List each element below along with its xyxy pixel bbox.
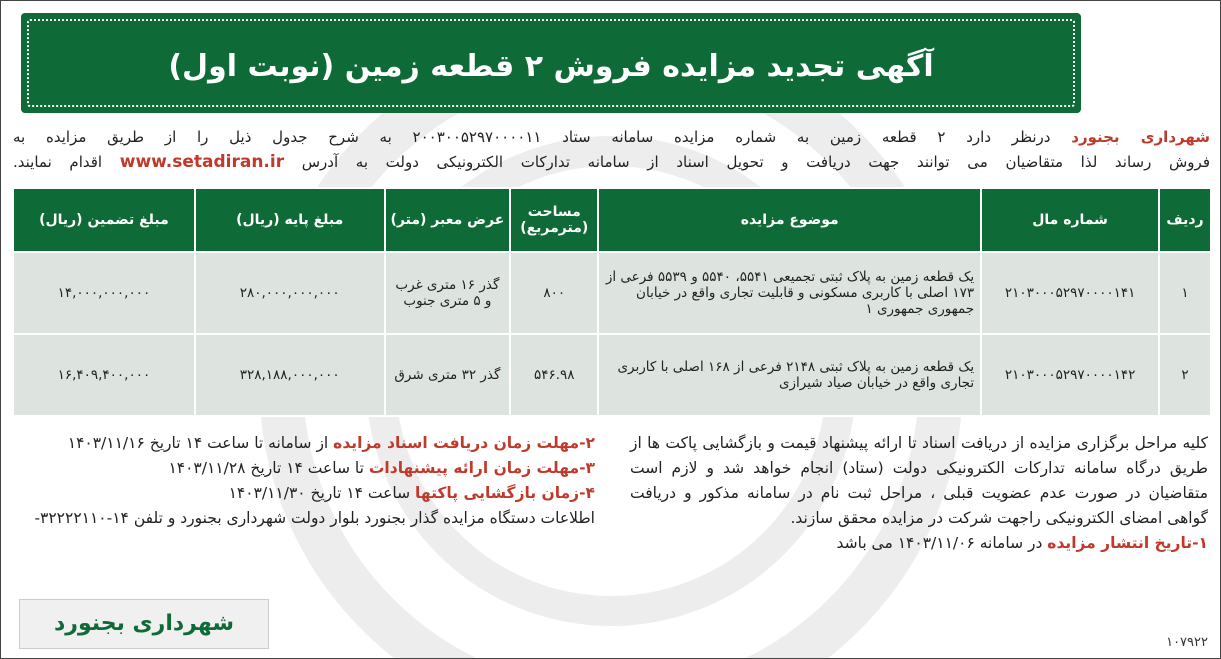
cell-base-price: ۳۲۸,۱۸۸,۰۰۰,۰۰۰	[195, 334, 385, 416]
deadlines-paragraph	[15, 431, 595, 531]
cell-passage-width: گذر ۳۲ متری شرق	[385, 334, 511, 416]
cell-base-price: ۲۸۰,۰۰۰,۰۰۰,۰۰۰	[195, 252, 385, 334]
cell-property-no: ۲۱۰۳۰۰۰۵۲۹۷۰۰۰۰۱۴۲	[981, 334, 1159, 416]
signature-box: شهرداری بجنورد	[19, 599, 269, 649]
cell-area: ۵۴۶.۹۸	[510, 334, 598, 416]
page-title: آگهی تجدید مزایده فروش ۲ قطعه زمین (نوبت اول)	[168, 49, 934, 84]
cell-row-number: ۱	[1159, 252, 1211, 334]
header-row-number: ردیف	[1159, 188, 1211, 252]
ad-number: ۱۰۷۹۲۲	[1166, 635, 1208, 650]
contact-address: اطلاعات دستگاه مزایده گذار بجنورد بلوار دولت شهرداری بجنورد و تلفن ۱۴-۳۲۲۲۲۱۱۰-	[34, 509, 595, 527]
intro-line-2-end: اقدام نمایند.	[13, 153, 120, 171]
header-passage-width: عرض معبر (متر)	[385, 188, 511, 252]
intro-line-2	[13, 150, 1210, 175]
header-bar	[21, 13, 1081, 113]
header-area: مساحت (مترمربع)	[510, 188, 598, 252]
header-base-price: مبلغ پایه (ریال)	[195, 188, 385, 252]
docs-deadline-text: از سامانه تا ساعت ۱۴ تاریخ ۱۴۰۳/۱۱/۱۶	[67, 434, 334, 452]
publish-date-label: ۱-تاریخ انتشار مزایده	[1047, 534, 1208, 552]
terms-text: کلیه مراحل برگزاری مزایده از دریافت اسناد تا ارائه پیشنهاد قیمت و بازگشایی پاکت ها از طریق درگاه سامانه تدارکات الکترونیکی دولت (ستاد) انجام خواهد شد و لازم است متقاضیان در صورت عدم عضویت قبلی ، مراحل ثبت نام در سامانه مذکور و دریافت گواهی امضای الکترونیکی راجهت شرکت در مزایده محقق سازند.	[630, 434, 1208, 527]
intro-paragraph	[13, 125, 1210, 175]
org-name: شهرداری بجنورد	[1071, 128, 1211, 146]
cell-area: ۸۰۰	[510, 252, 598, 334]
bids-deadline-label: ۳-مهلت زمان ارائه پیشنهادات	[368, 459, 595, 477]
cell-property-no: ۲۱۰۳۰۰۰۵۲۹۷۰۰۰۰۱۴۱	[981, 252, 1159, 334]
cell-deposit: ۱۴,۰۰۰,۰۰۰,۰۰۰	[13, 252, 195, 334]
docs-deadline-label: ۲-مهلت زمان دریافت اسناد مزایده	[333, 434, 595, 452]
header-deposit: مبلغ تضمین (ریال)	[13, 188, 195, 252]
terms-paragraph	[630, 431, 1208, 556]
cell-deposit: ۱۶,۴۰۹,۴۰۰,۰۰۰	[13, 334, 195, 416]
publish-date-text: در سامانه ۱۴۰۳/۱۱/۰۶ می باشد	[836, 534, 1048, 552]
header-subject: موضوع مزایده	[598, 188, 981, 252]
bids-deadline-text: تا ساعت ۱۴ تاریخ ۱۴۰۳/۱۱/۲۸	[168, 459, 369, 477]
website-link[interactable]: www.setadiran.ir	[119, 152, 285, 172]
cell-subject: یک قطعه زمین به پلاک ثبتی تجمیعی ۵۵۴۱، ۵۵۴۰ و ۵۵۳۹ فرعی از ۱۷۳ اصلی با کاربری مسکونی و قابلیت تجاری واقع در خیابان جمهوری جمهوری ۱	[598, 252, 981, 334]
header-property-no: شماره مال	[981, 188, 1159, 252]
table-row	[13, 252, 1211, 334]
cell-passage-width: گذر ۱۶ متری غرب و ۵ متری جنوب	[385, 252, 511, 334]
table-row	[13, 334, 1211, 416]
opening-date-label: ۴-زمان بازگشایی پاکتها	[415, 484, 595, 502]
opening-date-text: ساعت ۱۴ تاریخ ۱۴۰۳/۱۱/۳۰	[228, 484, 416, 502]
table-header-row	[13, 188, 1211, 252]
intro-line-2-start: فروش رساند لذا متقاضیان می توانند جهت دریافت و تحویل اسناد از سامانه تدارکات الکترونیکی دولت به آدرس	[284, 153, 1210, 171]
intro-line-1-text: درنظر دارد ۲ قطعه زمین به شماره مزایده سامانه ستاد ۲۰۰۳۰۰۵۲۹۷۰۰۰۰۱۱ به شرح جدول ذیل را از طریق مزایده به	[13, 128, 1072, 146]
intro-line-1	[13, 125, 1210, 150]
header-banner	[21, 13, 1209, 119]
cell-subject: یک قطعه زمین به پلاک ثبتی ۲۱۴۸ فرعی از ۱۶۸ اصلی با کاربری تجاری واقع در خیابان صیاد شیرازی	[598, 334, 981, 416]
cell-row-number: ۲	[1159, 334, 1211, 416]
auction-table	[12, 187, 1212, 417]
